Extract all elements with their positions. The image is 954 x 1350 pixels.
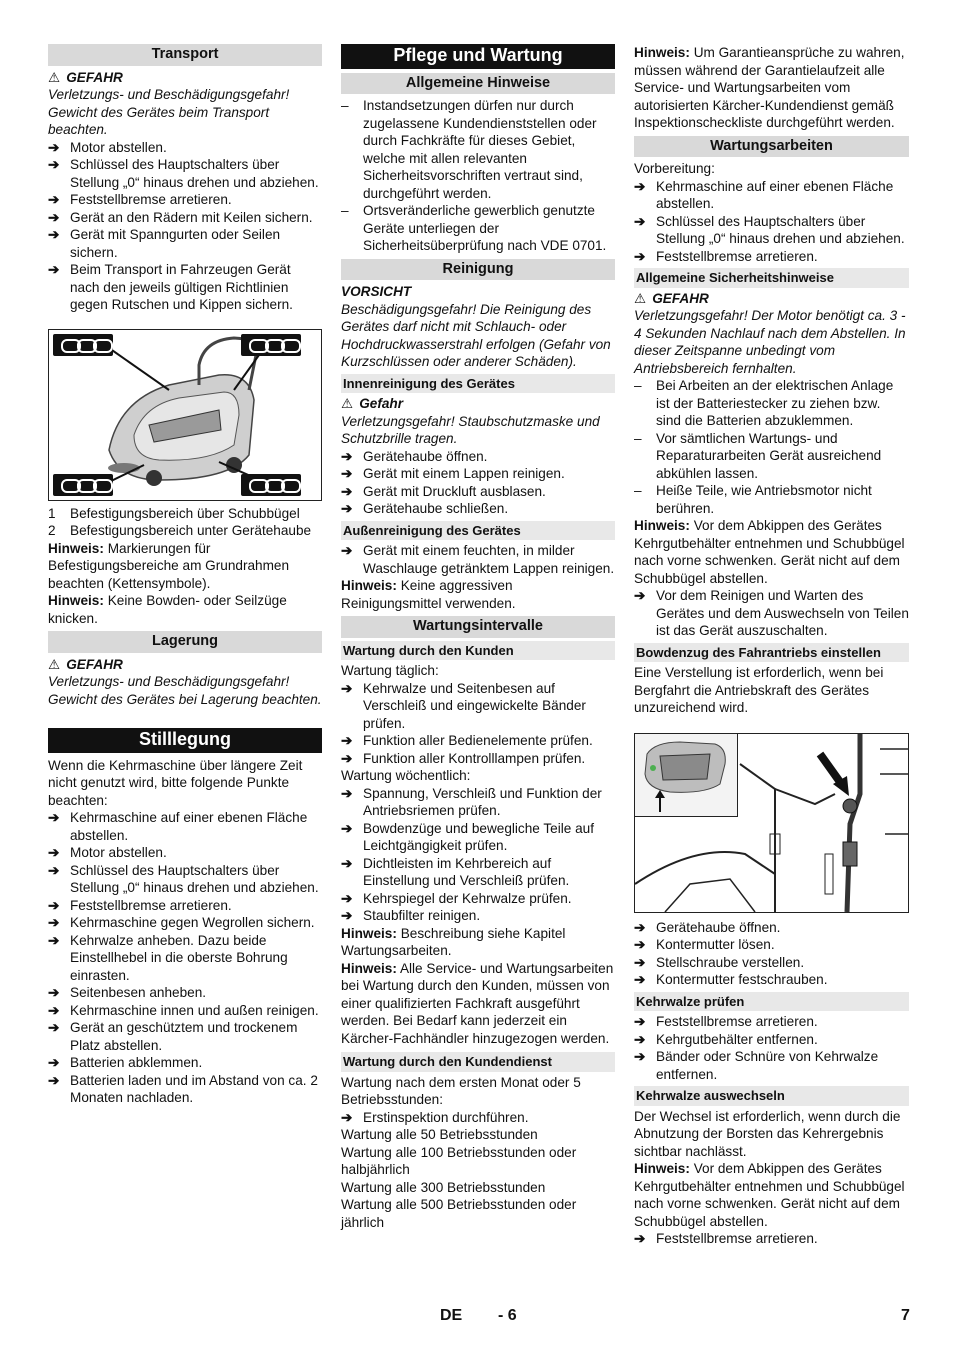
list-item: ➔ Dichtleisten im Kehrbereich auf Einstellung und Verschleiß prüfen.	[341, 855, 615, 890]
heading-transport: Transport	[48, 44, 322, 66]
hint: Hinweis: Keine aggressiven Reinigungsmittel verwenden.	[341, 578, 516, 611]
list-item: ➔ Staubfilter reinigen.	[341, 907, 615, 925]
caution-text: Beschädigungsgefahr! Die Reinigung des Gerätes darf nicht mit Schlauch- oder Hochdruckwasserstrahl erfolgen (Gefahr von Kurzschlüssen oder anderer Schäden).	[341, 301, 611, 369]
heading-aussenreinigung: Außenreinigung des Gerätes	[341, 521, 615, 541]
warning-text: Verletzungsgefahr! Der Motor benötigt ca. 3 - 4 Sekunden Nachlauf nach dem Abstellen. In dieser Zeitspanne unbedingt vom Antriebsbereich fernhalten.	[634, 308, 906, 376]
list-item: ➔ Feststellbremse arretieren.	[48, 191, 322, 209]
paragraph: Wartung alle 300 Betriebsstunden	[341, 1179, 546, 1195]
paragraph: Wenn die Kehrmaschine über längere Zeit nicht genutzt wird, bitte folgende Punkte beachten:	[48, 757, 303, 808]
paragraph: Vorbereitung:	[634, 161, 715, 176]
list-item: ➔ Schlüssel des Hauptschalters über Stellung „0“ hinaus drehen und abziehen.	[48, 862, 322, 897]
bowden-steps	[634, 919, 909, 989]
paragraph: Wartung alle 100 Betriebsstunden oder halbjährlich	[341, 1144, 577, 1177]
warning-label: ⚠ GEFAHR	[48, 656, 123, 672]
list-item: ➔ Beim Transport in Fahrzeugen Gerät nach den jeweils gültigen Richtlinien gegen Rutschen und Kippen sichern.	[48, 261, 322, 314]
list-item: ➔ Kehrwalze und Seitenbesen auf Verschleiß und eingewickelte Bänder prüfen.	[341, 680, 615, 733]
heading-stilllegung: Stilllegung	[48, 728, 322, 753]
hint: Hinweis: Keine Bowden- oder Seilzüge knicken.	[48, 593, 287, 626]
list-item: ➔ Kehrmaschine auf einer ebenen Fläche abstellen.	[634, 178, 909, 213]
list-item: ➔ Gerät mit einem feuchten, in milder Waschlauge getränktem Lappen reinigen.	[341, 542, 615, 577]
list-item: ➔ Motor abstellen.	[48, 139, 322, 157]
list-item: ➔ Kehrmaschine gegen Wegrollen sichern.	[48, 914, 322, 932]
paragraph: Wartung alle 500 Betriebsstunden oder jährlich	[341, 1197, 577, 1230]
transport-figure	[48, 329, 322, 501]
heading-pflege-und-wartung: Pflege und Wartung	[341, 44, 615, 69]
list-item: ➔ Schlüssel des Hauptschalters über Stellung „0“ hinaus drehen und abziehen.	[48, 156, 322, 191]
list-item: ➔ Batterien laden und im Abstand von ca. 2 Monaten nachladen.	[48, 1072, 322, 1107]
legend-item: 1 Befestigungsbereich über Schubbügel	[48, 505, 300, 521]
paragraph: Wartung alle 50 Betriebsstunden	[341, 1127, 538, 1142]
list-item: ➔ Kehrgutbehälter entfernen.	[634, 1031, 909, 1049]
list-item: – Heiße Teile, wie Antriebsmotor nicht berühren.	[634, 482, 909, 517]
chain-icon	[241, 334, 301, 356]
chain-icon	[53, 334, 113, 356]
list-item: ➔ Funktion aller Kontrolllampen prüfen.	[341, 750, 615, 768]
list-item: ➔ Erstinspektion durchführen.	[341, 1109, 615, 1127]
heading-wartung-kundendienst: Wartung durch den Kundendienst	[341, 1052, 615, 1072]
column-middle	[341, 44, 615, 1231]
paragraph: Wartung wöchentlich:	[341, 768, 471, 783]
list-item: ➔ Feststellbremse arretieren.	[634, 1230, 909, 1248]
warning-label: ⚠ Gefahr	[341, 396, 404, 411]
list-item: ➔ Batterien abklemmen.	[48, 1054, 322, 1072]
paragraph: Der Wechsel ist erforderlich, wenn durch die Abnutzung der Borsten das Kehrergebnis sichtbar nachlässt.	[634, 1108, 901, 1159]
weekly-steps	[341, 785, 615, 925]
chain-icon	[241, 474, 301, 496]
list-item: ➔ Spannung, Verschleiß und Funktion der Antriebsriemen prüfen.	[341, 785, 615, 820]
general-notes	[341, 97, 615, 255]
list-item: ➔ Gerätehaube öffnen.	[634, 919, 909, 937]
heading-sicherheitshinweise: Allgemeine Sicherheitshinweise	[634, 268, 909, 288]
list-item: ➔ Feststellbremse arretieren.	[634, 1013, 909, 1031]
list-item: ➔ Gerät an geschütztem und trockenem Platz abstellen.	[48, 1019, 322, 1054]
list-item: ➔ Kontermutter festschrauben.	[634, 971, 909, 989]
heading-wartungsintervalle: Wartungsintervalle	[341, 616, 615, 638]
paragraph: Wartung täglich:	[341, 663, 439, 678]
heading-reinigung: Reinigung	[341, 259, 615, 281]
hint: Hinweis: Alle Service- und Wartungsarbeiten bei Wartung durch den Kunden, müssen von einer qualifizierten Fachkraft ausgeführt werden. Bei Bedarf kann jederzeit ein Kärcher-Fachhändler hinzugezogen werden.	[341, 960, 614, 1046]
list-item: ➔ Gerätehaube öffnen.	[341, 448, 615, 466]
outer-cleaning-steps	[341, 542, 615, 577]
hint: Hinweis: Vor dem Abkippen des Gerätes Kehrgutbehälter entnehmen und Schubbügel nach vorne schwenken. Gerät nicht auf dem Schubbügel abstellen.	[634, 1161, 905, 1229]
heading-wartungsarbeiten: Wartungsarbeiten	[634, 136, 909, 158]
figure-legend	[48, 505, 322, 540]
list-item: ➔ Seitenbesen anheben.	[48, 984, 322, 1002]
warning-triangle-icon: ⚠	[48, 69, 61, 85]
inset-photo	[635, 734, 738, 817]
list-item: ➔ Bowdenzüge und bewegliche Teile auf Leichtgängigkeit prüfen.	[341, 820, 615, 855]
hint: Hinweis: Markierungen für Befestigungsbereiche am Grundrahmen beachten (Kettensymbole).	[48, 540, 290, 591]
service-steps	[341, 1109, 615, 1127]
legend-item: 2 Befestigungsbereich unter Gerätehaube	[48, 523, 312, 538]
list-item: – Instandsetzungen dürfen nur durch zugelassene Kundendienststellen oder durch Fachkräfte für dieses Gebiet, welche mit allen relevanten Sicherheitsvorschriften vertraut sind, durchgeführt werden.	[341, 97, 615, 202]
column-left	[48, 44, 322, 1107]
warning-text: Verletzungs- und Beschädigungsgefahr! Gewicht des Gerätes bei Lagerung beachten.	[48, 674, 322, 707]
footer-page-number-right: 7	[901, 1307, 910, 1324]
column-right	[634, 44, 909, 1248]
paragraph: Eine Verstellung ist erforderlich, wenn bei Bergfahrt die Antriebskraft des Gerätes unzureichend wird.	[634, 665, 884, 715]
list-item: ➔ Schlüssel des Hauptschalters über Stellung „0“ hinaus drehen und abziehen.	[634, 213, 909, 248]
list-item: ➔ Kehrspiegel der Kehrwalze prüfen.	[341, 890, 615, 908]
inner-cleaning-steps	[341, 448, 615, 518]
warning-triangle-icon: ⚠	[48, 656, 61, 672]
heading-bowdenzug: Bowdenzug des Fahrantriebs einstellen	[634, 643, 909, 663]
heading-allgemeine-hinweise: Allgemeine Hinweise	[341, 73, 615, 95]
roller-check-steps	[634, 1013, 909, 1083]
transport-steps	[48, 139, 322, 314]
list-item: ➔ Gerät mit einem Lappen reinigen.	[341, 465, 615, 483]
list-item: ➔ Gerät mit Druckluft ausblasen.	[341, 483, 615, 501]
list-item: – Vor sämtlichen Wartungs- und Reparaturarbeiten Gerät ausreichend abkühlen lassen.	[634, 430, 909, 483]
safety-notes	[634, 377, 909, 517]
warning-label: ⚠ GEFAHR	[48, 69, 123, 85]
machine-top-view-icon	[635, 734, 737, 816]
list-item: ➔ Feststellbremse arretieren.	[48, 897, 322, 915]
stilllegung-steps	[48, 809, 322, 1107]
list-item: ➔ Vor dem Reinigen und Warten des Gerätes und dem Auswechseln von Teilen ist das Gerät auszuschalten.	[634, 587, 909, 640]
list-item: ➔ Kehrmaschine auf einer ebenen Fläche abstellen.	[48, 809, 322, 844]
hint: Hinweis: Um Garantieansprüche zu wahren, müssen während der Garantielaufzeit alle Service- und Wartungsarbeiten vom autorisierten Kärcher-Kundendienst gemäß Inspektionscheckliste durchgeführt werden.	[634, 45, 905, 130]
heading-wartung-kunde: Wartung durch den Kunden	[341, 641, 615, 661]
list-item: ➔ Bänder oder Schnüre von Kehrwalze entfernen.	[634, 1048, 909, 1083]
warning-text: Verletzungs- und Beschädigungsgefahr! Gewicht des Gerätes beim Transport beachten.	[48, 87, 290, 137]
roller-replace-steps	[634, 1230, 909, 1248]
list-item: ➔ Kehrwalze anheben. Dazu beide Einstellhebel in die oberste Bohrung einrasten.	[48, 932, 322, 985]
heading-innenreinigung: Innenreinigung des Gerätes	[341, 374, 615, 394]
list-item: ➔ Feststellbremse arretieren.	[634, 248, 909, 266]
prep-steps	[634, 178, 909, 266]
list-item: – Ortsveränderliche gewerblich genutzte Geräte unterliegen der Sicherheitsüberprüfung nach VDE 0701.	[341, 202, 615, 255]
list-item: ➔ Gerät an den Rädern mit Keilen sichern.	[48, 209, 322, 227]
warning-triangle-icon: ⚠	[634, 290, 647, 306]
list-item: ➔ Motor abstellen.	[48, 844, 322, 862]
list-item: ➔ Kehrmaschine innen und außen reinigen.	[48, 1002, 322, 1020]
hint: Hinweis: Vor dem Abkippen des Gerätes Kehrgutbehälter entnehmen und Schubbügel nach vorne schwenken. Gerät nicht auf dem Schubbügel abstellen.	[634, 518, 905, 586]
list-item: ➔ Stellschraube verstellen.	[634, 954, 909, 972]
list-item: – Bei Arbeiten an der elektrischen Anlage ist der Batteriestecker zu ziehen bzw. sind die Batterien abzuklemmen.	[634, 377, 909, 430]
list-item: ➔ Gerät mit Spanngurten oder Seilen sichern.	[48, 226, 322, 261]
heading-lagerung: Lagerung	[48, 631, 322, 653]
heading-kehrwalze-auswechseln: Kehrwalze auswechseln	[634, 1086, 909, 1106]
heading-kehrwalze-pruefen: Kehrwalze prüfen	[634, 992, 909, 1012]
safety-steps	[634, 587, 909, 640]
list-item: ➔ Funktion aller Bedienelemente prüfen.	[341, 732, 615, 750]
footer-page-number: - 6	[498, 1307, 517, 1324]
paragraph: Wartung nach dem ersten Monat oder 5 Betriebsstunden:	[341, 1074, 581, 1107]
hint: Hinweis: Beschreibung siehe Kapitel Wartungsarbeiten.	[341, 925, 566, 958]
daily-steps	[341, 680, 615, 768]
warning-label: ⚠ GEFAHR	[634, 290, 709, 306]
warning-text: Verletzungsgefahr! Staubschutzmaske und Schutzbrille tragen.	[341, 413, 600, 446]
warning-triangle-icon: ⚠	[341, 396, 354, 411]
bowden-figure	[634, 733, 909, 913]
caution-label: VORSICHT	[341, 284, 412, 299]
footer-language: DE	[440, 1307, 463, 1324]
list-item: ➔ Gerätehaube schließen.	[341, 500, 615, 518]
list-item: ➔ Kontermutter lösen.	[634, 936, 909, 954]
chain-icon	[53, 474, 113, 496]
